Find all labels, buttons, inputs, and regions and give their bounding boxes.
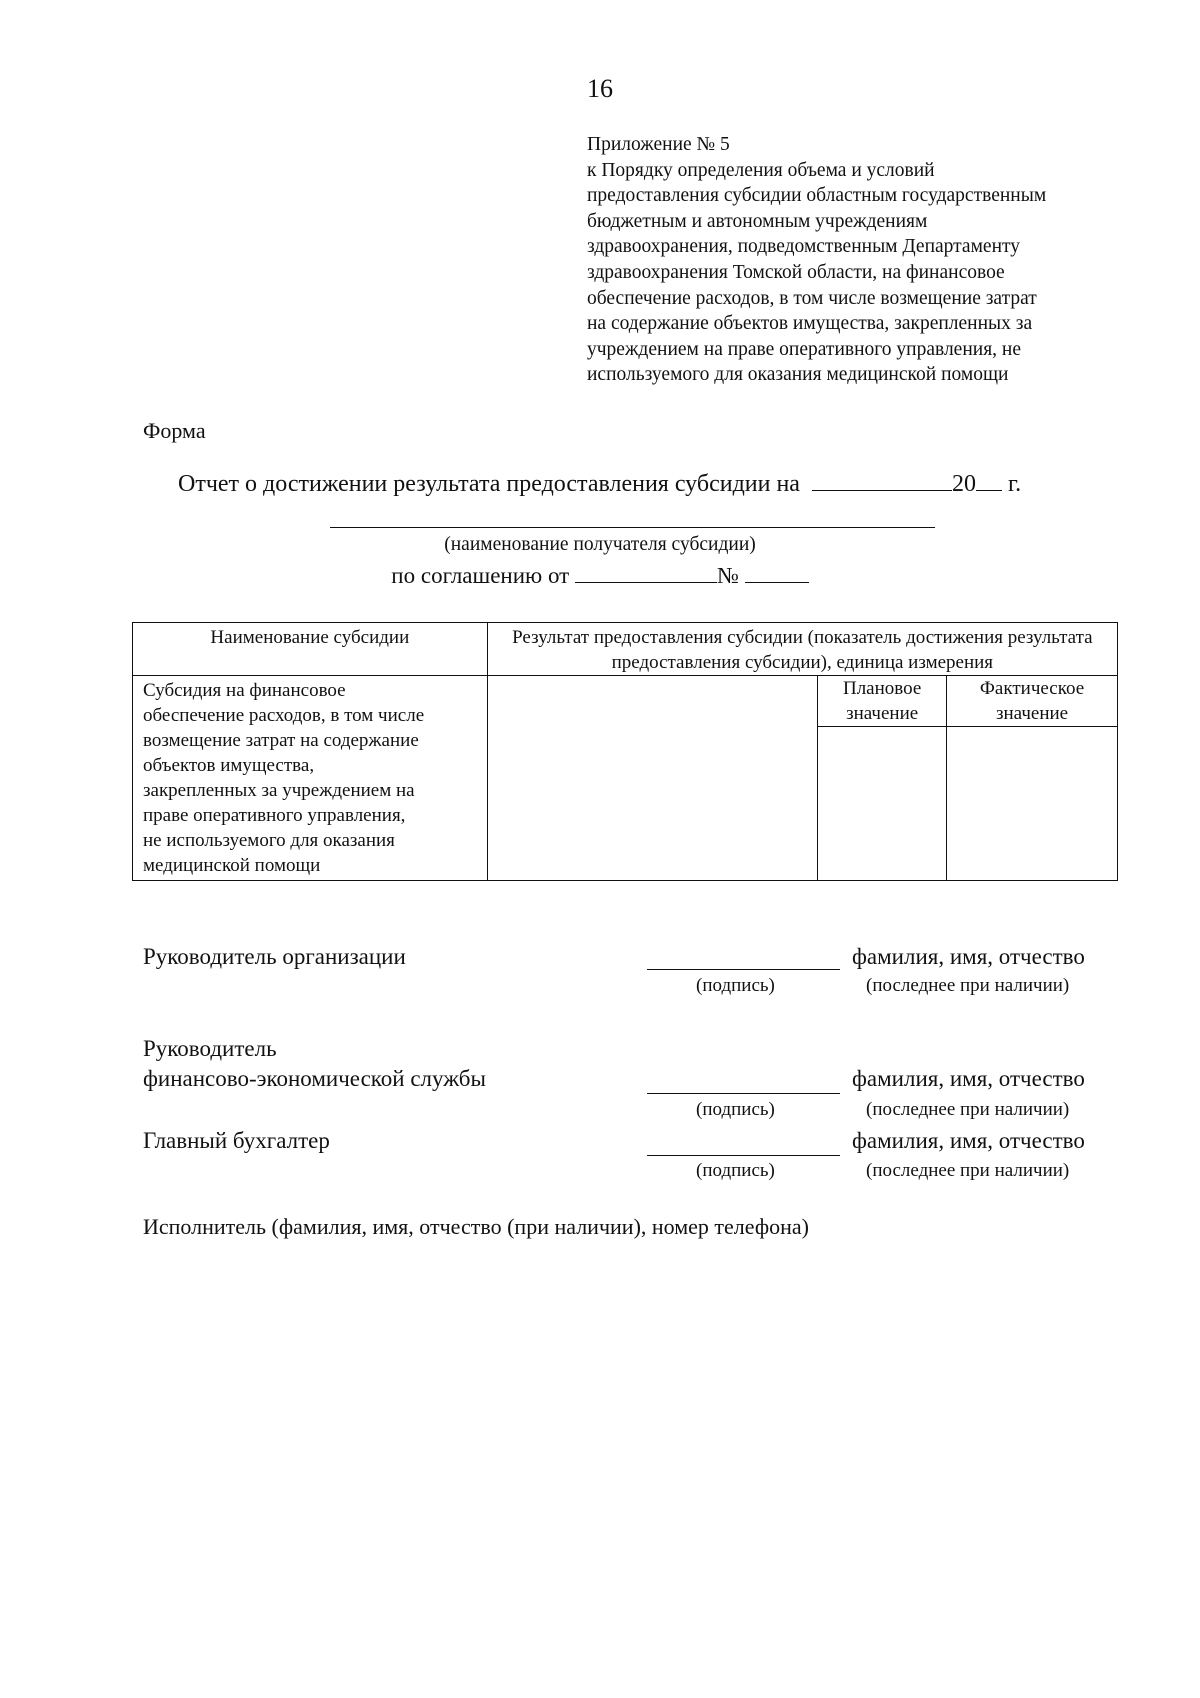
actual-value-header: Фактическое значение <box>947 676 1118 727</box>
number-sign: № <box>716 563 739 588</box>
appendix-title: Приложение № 5 <box>587 134 730 155</box>
subsidy-line: праве оперативного управления, <box>143 805 406 826</box>
appendix-line: здравоохранения, подведомственным Департаменту <box>587 236 1021 258</box>
subsidy-name-cell <box>133 676 488 881</box>
actual-value-cell[interactable] <box>947 727 1118 881</box>
subsidy-line: не используемого для оказания <box>143 830 395 851</box>
signature-caption-accountant: (подпись) <box>696 1160 775 1181</box>
agreement-number-blank[interactable] <box>745 562 809 583</box>
agreement-date-blank[interactable] <box>575 562 717 583</box>
appendix-line: используемого для оказания медицинской помощи <box>587 364 1009 386</box>
subsidy-line: медицинской помощи <box>143 855 321 876</box>
fio-caption-finance: (последнее при наличии) <box>866 1099 1070 1120</box>
fio-label-accountant: фамилия, имя, отчество <box>852 1128 1085 1153</box>
subsidy-line: объектов имущества, <box>143 755 315 776</box>
fio-caption-accountant: (последнее при наличии) <box>866 1160 1070 1181</box>
planned-value-cell[interactable] <box>818 727 947 881</box>
report-title: Отчет о достижении результата предоставления субсидии на <box>178 471 800 497</box>
period-blank[interactable] <box>812 470 952 491</box>
signature-label-finance-line2: финансово-экономической службы <box>143 1066 486 1091</box>
form-label: Форма <box>143 418 206 443</box>
year-blank[interactable] <box>976 470 1002 491</box>
signature-caption-head: (подпись) <box>696 975 775 996</box>
result-indicator-cell[interactable] <box>487 676 818 881</box>
appendix-block <box>587 132 1147 388</box>
subsidy-line: возмещение затрат на содержание <box>143 730 419 751</box>
signature-label-finance: Руководитель <box>143 1036 277 1061</box>
fio-label-finance: фамилия, имя, отчество <box>852 1066 1085 1091</box>
appendix-line: на содержание объектов имущества, закрепленных за <box>587 313 1033 335</box>
page-number: 16 <box>587 74 613 103</box>
agreement-row <box>0 562 1200 589</box>
report-table <box>132 622 1118 881</box>
signature-label-accountant: Главный бухгалтер <box>143 1128 330 1153</box>
executor-line: Исполнитель (фамилия, имя, отчество (при наличии), номер телефона) <box>143 1214 809 1239</box>
fio-caption-head: (последнее при наличии) <box>866 975 1070 996</box>
signature-line-head[interactable] <box>647 969 840 970</box>
recipient-caption: (наименование получателя субсидии) <box>444 534 756 555</box>
year-prefix: 20 <box>951 471 976 497</box>
header-result: Результат предоставления субсидии (показатель достижения результата предоставления субсидии), единица измерения <box>487 623 1117 676</box>
report-title-row <box>178 470 1021 498</box>
signature-caption-finance: (подпись) <box>696 1099 775 1120</box>
signature-line-accountant[interactable] <box>647 1155 840 1156</box>
appendix-line: предоставления субсидии областным государственным <box>587 185 1047 207</box>
appendix-line: к Порядку определения объема и условий <box>587 159 935 181</box>
subsidy-line: закрепленных за учреждением на <box>143 780 415 801</box>
planned-value-header: Плановое значение <box>818 676 947 727</box>
year-suffix: г. <box>1007 471 1022 497</box>
subsidy-line: обеспечение расходов, в том числе <box>143 705 425 726</box>
appendix-line: здравоохранения Томской области, на финансовое <box>587 261 1005 283</box>
appendix-line: бюджетным и автономным учреждениям <box>587 210 928 232</box>
appendix-line: обеспечение расходов, в том числе возмещение затрат <box>587 287 1037 309</box>
signature-label-head: Руководитель организации <box>143 944 406 969</box>
fio-label-head: фамилия, имя, отчество <box>852 944 1085 969</box>
subsidy-line: Субсидия на финансовое <box>143 680 346 701</box>
header-subsidy-name: Наименование субсидии <box>133 623 488 676</box>
recipient-name-line[interactable] <box>330 527 935 528</box>
signature-line-finance[interactable] <box>647 1093 840 1094</box>
appendix-line: учреждением на праве оперативного управления, не <box>587 338 1022 360</box>
agreement-prefix: по соглашению от <box>391 563 570 588</box>
